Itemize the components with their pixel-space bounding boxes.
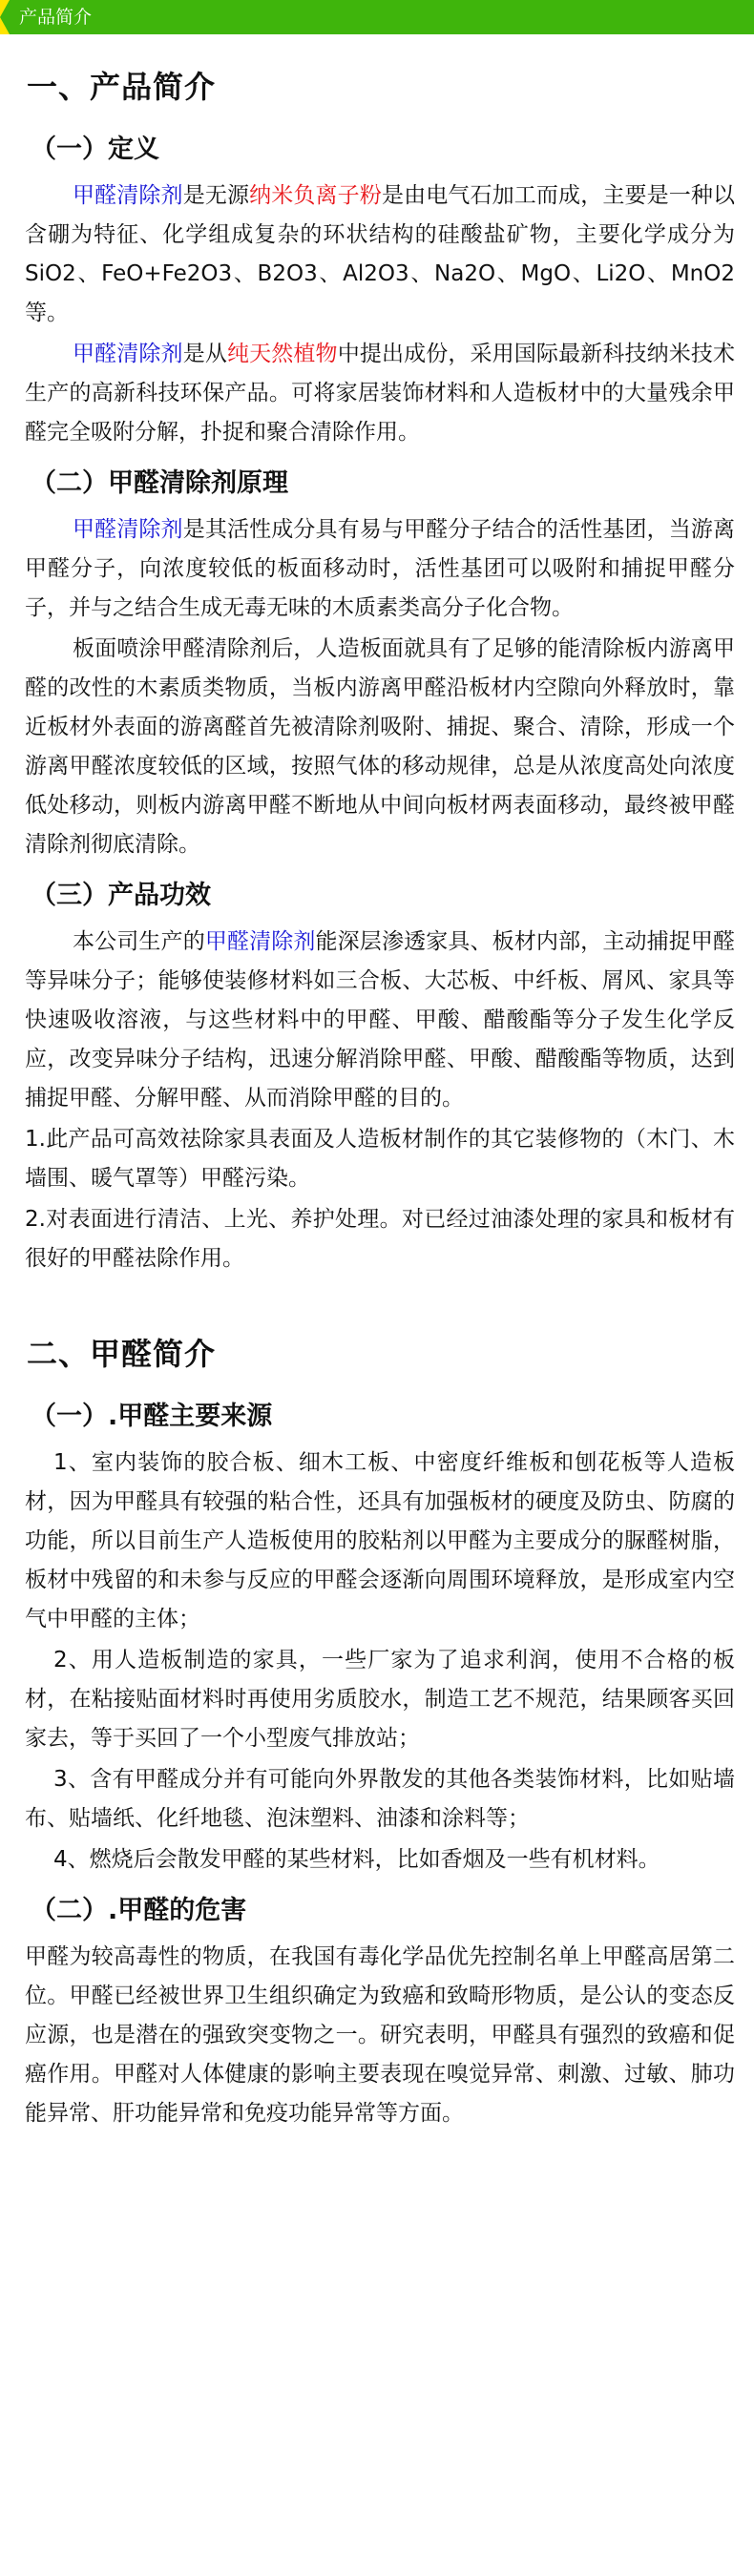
section-title-product: 一、产品简介 [27, 69, 217, 105]
section-spacer [25, 1280, 735, 1326]
section-title-formaldehyde: 二、甲醛简介 [27, 1336, 217, 1372]
paragraph-definition-2: 甲醛清除剂是从纯天然植物中提出成份，采用国际最新科技纳米技术生产的高新科技环保产品。可将家居装饰材料和人造板材中的大量残余甲醛完全吸附分解，扑捉和聚合清除作用。 [25, 342, 736, 445]
highlight-product-name: 甲醛清除剂 [73, 183, 183, 208]
paragraph-definition-1: 甲醛清除剂是无源纳米负离子粉是由电气石加工而成，主要是一种以含硼为特征、化学组成复杂的环状结构的硅酸盐矿物，主要化学成分为SiO2、FeO+Fe2O3、B2O3、Al2O3、Na2O、MgO、Li2O、MnO2等。 [25, 183, 736, 325]
subheading-sources: （一）.甲醛主要来源 [31, 1402, 273, 1431]
paragraph-hazards: 甲醛为较高毒性的物质，在我国有毒化学品优先控制名单上甲醛高居第二位。甲醛已经被世界卫生组织确定为致癌和致畸形物质，是公认的变态反应源，也是潜在的强致突变物之一。研究表明，甲醛具有强烈的致癌和促癌作用。甲醛对人体健康的影响主要表现在嗅觉异常、刺激、过敏、肺功能异常、肝功能异常和免疫功能异常等方面。 [25, 1944, 735, 2126]
section-header-bar [0, 0, 754, 34]
article-content [0, 34, 754, 2133]
highlight-product-name: 甲醛清除剂 [73, 342, 183, 366]
highlight-product-name: 甲醛清除剂 [73, 517, 183, 542]
highlight-ion-powder: 纳米负离子粉 [249, 183, 382, 208]
subheading-hazards: （二）.甲醛的危害 [31, 1896, 247, 1925]
subheading-effects: （三）产品功效 [31, 881, 211, 910]
paragraph-effects-point-1: 1.此产品可高效祛除家具表面及人造板材制作的其它装修物的（木门、木墙围、暖气罩等）甲醛污染。 [25, 1127, 735, 1191]
subheading-principle: （二）甲醛清除剂原理 [31, 468, 288, 498]
highlight-natural-plant: 纯天然植物 [226, 342, 338, 366]
paragraph-source-3: 3、含有甲醛成分并有可能向外界散发的其他各类装饰材料，比如贴墙布、贴墙纸、化纤地毯、泡沫塑料、油漆和涂料等； [25, 1767, 735, 1831]
paragraph-source-2: 2、用人造板制造的家具，一些厂家为了追求利润，使用不合格的板材，在粘接贴面材料时再使用劣质胶水，制造工艺不规范，结果顾客买回家去，等于买回了一个小型废气排放站； [25, 1648, 735, 1751]
highlight-product-name: 甲醛清除剂 [204, 929, 316, 954]
paragraph-source-4: 4、燃烧后会散发甲醛的某些材料，比如香烟及一些有机材料。 [53, 1847, 660, 1872]
paragraph-effects-point-2: 2.对表面进行清洁、上光、养护处理。对已经过油漆处理的家具和板材有很好的甲醛祛除作用。 [25, 1207, 735, 1271]
paragraph-source-1: 1、室内装饰的胶合板、细木工板、中密度纤维板和刨花板等人造板材，因为甲醛具有较强的粘合性，还具有加强板材的硬度及防虫、防腐的功能，所以目前生产人造板使用的胶粘剂以甲醛为主要成分的脲醛树脂，板材中残留的和未参与反应的甲醛会逐渐向周围环境释放，是形成室内空气中甲醛的主体； [25, 1450, 735, 1631]
paragraph-principle-1: 甲醛清除剂是其活性成分具有易与甲醛分子结合的活性基团，当游离甲醛分子，向浓度较低的板面移动时，活性基团可以吸附和捕捉甲醛分子，并与之结合生成无毒无味的木质素类高分子化合物。 [25, 517, 736, 620]
paragraph-effects-1: 本公司生产的甲醛清除剂能深层渗透家具、板材内部，主动捕捉甲醛等异味分子；能够使装修材料如三合板、大芯板、中纤板、屑风、家具等快速吸收溶液，与这些材料中的甲醛、甲酸、醋酸酯等分子发生化学反应，改变异味分子结构，迅速分解消除甲醛、甲酸、醋酸酯等物质，达到捕捉甲醛、分解甲醛、从而消除甲醛的目的。 [25, 929, 736, 1111]
paragraph-principle-2: 板面喷涂甲醛清除剂后，人造板面就具有了足够的能清除板内游离甲醛的改性的木素质类物质，当板内游离甲醛沿板材内空隙向外释放时，靠近板材外表面的游离醛首先被清除剂吸附、捕捉、聚合、清除，形成一个游离甲醛浓度较低的区域，按照气体的移动规律，总是从浓度高处向浓度低处移动，则板内游离甲醛不断地从中间向板材两表面移动，最终被甲醛清除剂彻底清除。 [25, 636, 735, 857]
subheading-definition: （一）定义 [31, 135, 159, 164]
section-header-label: 产品简介 [19, 7, 93, 28]
yellow-marker-icon [0, 0, 10, 34]
